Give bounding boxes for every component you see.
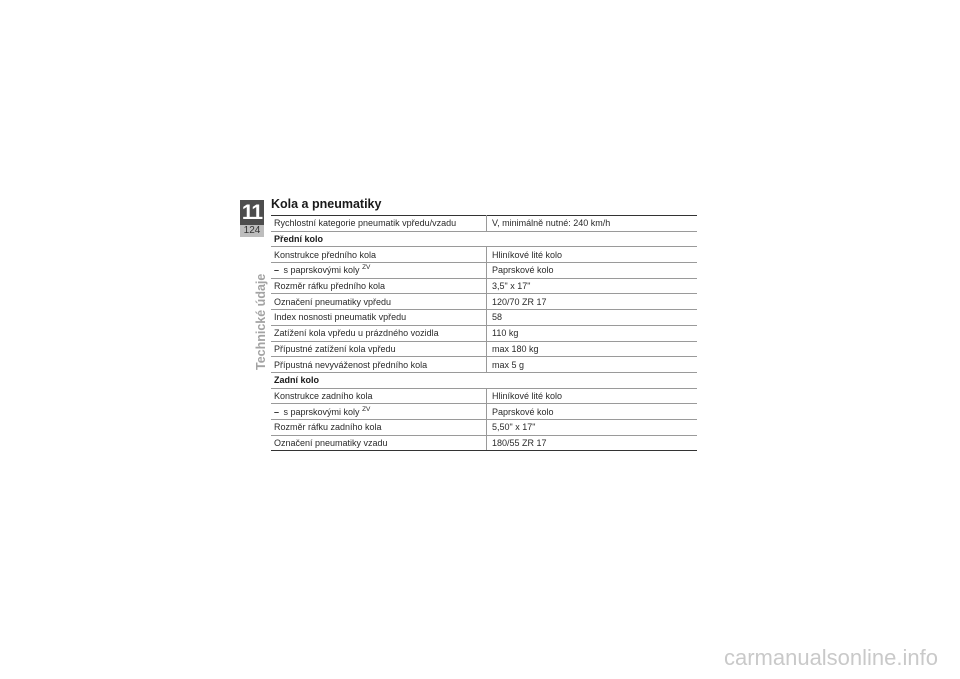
watermark-text: carmanualsonline.info bbox=[723, 645, 938, 670]
table-row bbox=[271, 247, 697, 263]
row-value: 180/55 ZR 17 bbox=[487, 435, 698, 451]
row-label-option bbox=[271, 263, 487, 279]
row-value: Paprskové kolo bbox=[487, 263, 698, 279]
row-value: Hliníkové lité kolo bbox=[487, 388, 698, 404]
row-label: Index nosnosti pneumatik vpředu bbox=[271, 310, 487, 326]
row-label: Rozměr ráfku zadního kola bbox=[271, 419, 487, 435]
row-label: Rychlostní kategorie pneumatik vpředu/vzadu bbox=[271, 216, 487, 232]
row-value: 58 bbox=[487, 310, 698, 326]
row-label: Konstrukce předního kola bbox=[271, 247, 487, 263]
row-label: Zatížení kola vpředu u prázdného vozidla bbox=[271, 325, 487, 341]
table-row bbox=[271, 388, 697, 404]
table-row bbox=[271, 404, 697, 420]
table-row bbox=[271, 310, 697, 326]
page-number: 124 bbox=[240, 225, 264, 237]
table-row bbox=[271, 419, 697, 435]
row-value: Paprskové kolo bbox=[487, 404, 698, 420]
row-label: Označení pneumatiky vpředu bbox=[271, 294, 487, 310]
row-label-text: s paprskovými koly bbox=[283, 406, 360, 417]
row-label: Přípustná nevyváženost předního kola bbox=[271, 357, 487, 373]
row-label: Rozměr ráfku předního kola bbox=[271, 278, 487, 294]
optional-equipment-superscript: ZV bbox=[362, 405, 371, 413]
table-row bbox=[271, 357, 697, 373]
table-heading-row bbox=[271, 231, 697, 247]
table-row bbox=[271, 216, 697, 232]
dash-marker: – bbox=[274, 406, 280, 417]
table-row bbox=[271, 263, 697, 279]
table-row bbox=[271, 341, 697, 357]
row-label: Označení pneumatiky vzadu bbox=[271, 435, 487, 451]
row-value: 120/70 ZR 17 bbox=[487, 294, 698, 310]
table-row bbox=[271, 325, 697, 341]
chapter-title-vertical: Technické údaje bbox=[254, 273, 268, 370]
specs-table bbox=[271, 215, 697, 451]
row-heading: Přední kolo bbox=[271, 231, 697, 247]
table-row bbox=[271, 294, 697, 310]
row-value: max 180 kg bbox=[487, 341, 698, 357]
row-value: V, minimálně nutné: 240 km/h bbox=[487, 216, 698, 232]
row-value: 5,50" x 17" bbox=[487, 419, 698, 435]
row-label-text: s paprskovými koly bbox=[283, 265, 360, 276]
row-heading: Zadní kolo bbox=[271, 372, 697, 388]
row-value: max 5 g bbox=[487, 357, 698, 373]
row-value: 110 kg bbox=[487, 325, 698, 341]
table-row bbox=[271, 278, 697, 294]
chapter-number: 11 bbox=[241, 201, 263, 224]
row-label: Konstrukce zadního kola bbox=[271, 388, 487, 404]
row-value: Hliníkové lité kolo bbox=[487, 247, 698, 263]
table-row bbox=[271, 435, 697, 451]
row-value: 3,5" x 17" bbox=[487, 278, 698, 294]
section-title: Kola a pneumatiky bbox=[271, 197, 382, 211]
row-label-option bbox=[271, 404, 487, 420]
row-label: Přípustné zatížení kola vpředu bbox=[271, 341, 487, 357]
table-heading-row bbox=[271, 372, 697, 388]
optional-equipment-superscript: ZV bbox=[362, 264, 371, 272]
dash-marker: – bbox=[274, 265, 280, 276]
